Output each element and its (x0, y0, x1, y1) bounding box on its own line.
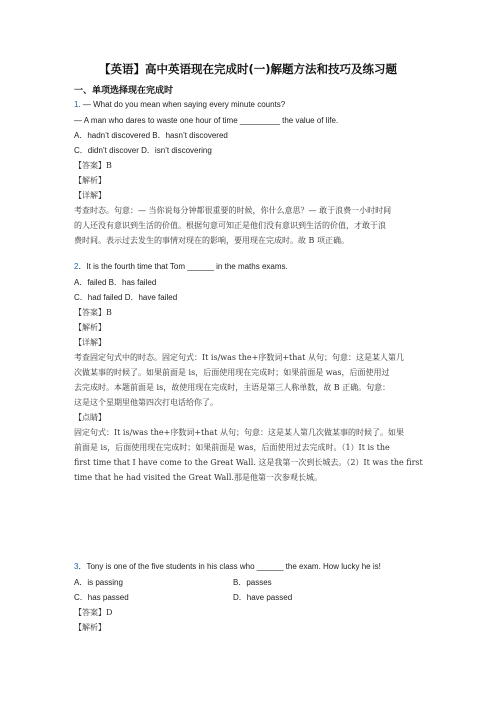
question-number: 2 (74, 262, 79, 271)
question-2-options-ab: A．failed B．has failed (74, 278, 157, 287)
question-1-stem (74, 100, 285, 110)
question-1-stem-line2: — A man who dares to waste one hour of time _________ the value of life. (74, 116, 339, 125)
analysis-label: 【解析】 (74, 323, 106, 332)
section-heading: 一、单项选择现在完成时 (74, 86, 174, 96)
question-number: 1 (74, 100, 79, 109)
analysis-label: 【解析】 (74, 176, 106, 185)
tip-label: 【点睛】 (74, 413, 106, 422)
page-title: 【英语】高中英语现在完成时(一)解题方法和技巧及练习题 (98, 62, 397, 76)
question-3-stem (74, 562, 381, 572)
answer-label: 【答案】B (74, 161, 112, 170)
explanation-line: 次做某事的时候了。如果前面是 is，后面使用现在完成时；如果前面是 was，后面使用过 (74, 368, 390, 377)
explanation-line: 的人还没有意识到生活的价值。根据句意可知正是他们没有意识到生活的价值，才敢于浪 (74, 221, 386, 230)
question-3-option-a: A．is passing (74, 578, 123, 587)
answer-label: 【答案】B (74, 308, 112, 317)
question-1-options-ab: A．hadn’t discovered B．hasn’t discovered (74, 131, 228, 140)
question-3-option-b: B．passes (233, 578, 272, 587)
answer-label: 【答案】D (74, 608, 113, 617)
explanation-line: 考查固定句式中的时态。固定句式：It is/was the+序数词+that 从句；句意：这是某人第几 (74, 353, 404, 362)
question-3-option-d: D．have passed (233, 593, 293, 602)
detail-label: 【详解】 (74, 338, 106, 347)
explanation-line: 这是这个星期里他第四次打电话给你了。 (74, 398, 218, 407)
explanation-line: 考查时态。句意：— 当你说每分钟都很重要的时候，你什么意思？— 敢于浪费一小时时间 (74, 206, 392, 215)
explanation-line: 费时间。表示过去发生的事情对现在的影响，要用现在完成时。故 B 项正确。 (74, 236, 349, 245)
question-2-stem (74, 262, 288, 272)
tip-line: 固定句式：It is/was the+序数词+that 从句；句意：这是某人第几次做某事的时候了。如果 (74, 428, 404, 437)
explanation-line: 去完成时。本题前面是 is，故使用现在完成时，主语是第三人称单数，故 B 正确。句意： (74, 383, 391, 392)
question-text: . — What do you mean when saying every minute counts? (78, 100, 286, 109)
detail-label: 【详解】 (74, 191, 106, 200)
tip-line: first time that I have come to the Great Wall. 这是我第一次到长城去。（2）It was the first (74, 458, 423, 467)
question-text: ．Tony is one of the five students in his class who ______ the exam. How lucky he is! (78, 562, 381, 571)
tip-line: time that he had visited the Great Wall.那是他第一次参观长城。 (74, 473, 322, 482)
question-2-options-cd: C．had failed D．have failed (74, 293, 178, 302)
analysis-label: 【解析】 (74, 623, 106, 632)
question-number: 3 (74, 562, 79, 571)
question-text: ．It is the fourth time that Tom ______ in the maths exams. (78, 262, 288, 271)
question-3-option-c: C．has passed (74, 593, 129, 602)
tip-line: 前面是 is，后面使用现在完成时；如果前面是 was，后面使用过去完成时。（1）It is the (74, 443, 390, 452)
question-1-options-cd: C．didn’t discover D．isn’t discovering (74, 146, 212, 155)
